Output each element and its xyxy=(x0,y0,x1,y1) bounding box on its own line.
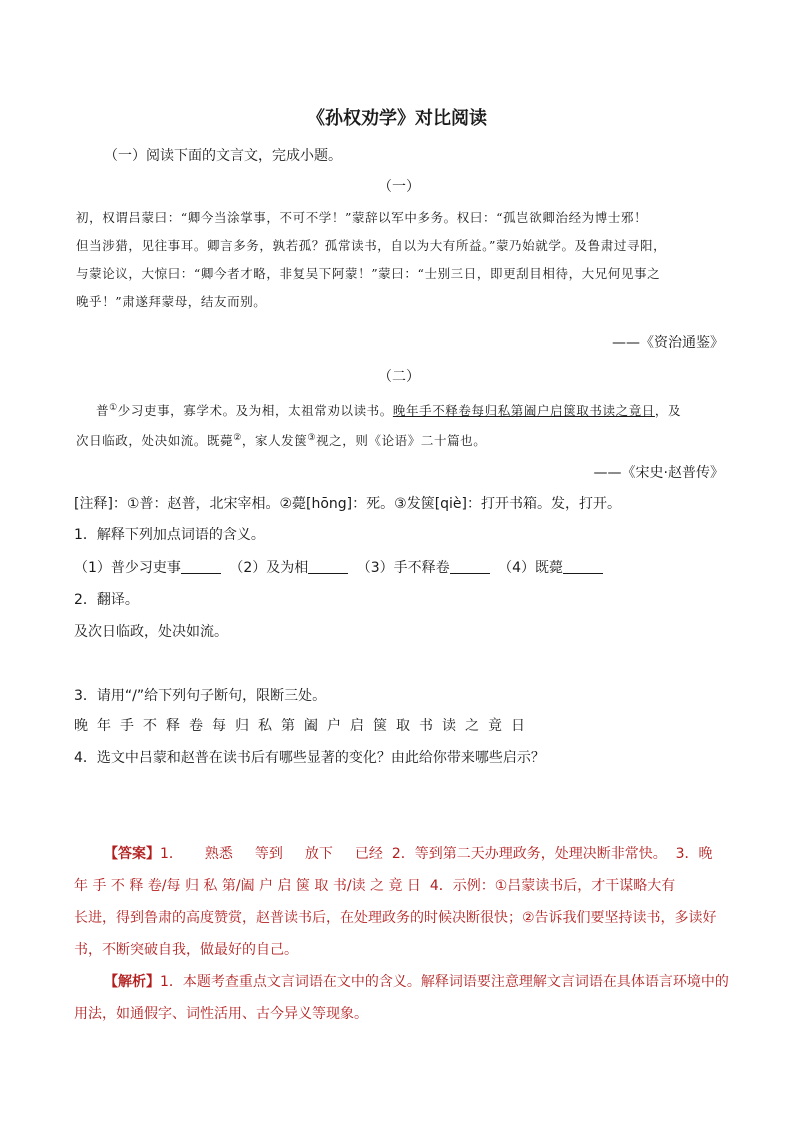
analysis-text: 1．本题考查重点文言词语在文中的含义。解释词语要注意理解文言词语在具体语言环境中的 xyxy=(160,974,729,990)
footnote-marker: ① xyxy=(109,403,118,413)
answer-term-2: 等到 xyxy=(254,846,283,862)
answer-3: 年 手 不 释 卷/每 归 私 第/阖 户 启 箧 取 书/读 之 竟 日 xyxy=(74,878,421,894)
question-2: 2．翻译。 xyxy=(74,592,139,608)
intro-instruction: （一）阅读下面的文言文，完成小题。 xyxy=(104,148,342,164)
answer-2: 2．等到第二天办理政务，处理决断非常快。 xyxy=(391,846,667,862)
footnote-marker: ② xyxy=(233,433,242,443)
part2-line-1 xyxy=(96,398,746,421)
text-segment: 少习吏事，寡学术。及为相，太祖常劝以读书。 xyxy=(117,403,393,419)
text-segment: 视之，则《论语》二十篇也。 xyxy=(316,433,487,449)
part2-source: ——《宋史·赵普传》 xyxy=(593,465,724,481)
text-segment: ，及 xyxy=(654,403,682,419)
answer-line-2 xyxy=(74,876,724,896)
question-3: 3．请用“/”给下列句子断句，限断三处。 xyxy=(74,688,327,704)
part1-source: ——《资治通鉴》 xyxy=(612,335,724,351)
q1-item-4: （4）既薨 xyxy=(498,560,564,576)
part1-line-2: 但当涉猎，见往事耳。卿言多务，孰若孤？孤常读书，自以为大有所益。”蒙乃始就学。及鲁肃过寻阳， xyxy=(76,238,667,253)
part1-line-3: 与蒙论议，大惊曰：“卿今者才略，非复吴下阿蒙！”蒙曰：“士别三日，即更刮目相待，大兄何见事之 xyxy=(76,266,661,281)
page-title: 《孙权劝学》对比阅读 xyxy=(307,108,487,129)
answer-term-3: 放下 xyxy=(304,846,333,862)
underlined-sentence: 晚年手不释卷每归私第阖户启箧取书读之竟日 xyxy=(392,403,655,419)
question-1: 1．解释下列加点词语的含义。 xyxy=(74,527,265,543)
part1-heading: （一） xyxy=(378,179,420,195)
answer-term-1: 熟悉 xyxy=(204,846,233,862)
question-4: 4．选文中吕蒙和赵普在读书后有哪些显著的变化？由此给你带来哪些启示？ xyxy=(74,750,545,766)
part2-line-2 xyxy=(76,428,726,451)
text-segment: ，家人发箧 xyxy=(241,433,308,449)
answer-blank-3[interactable] xyxy=(450,559,490,574)
answer-blank-4[interactable] xyxy=(563,559,603,574)
annotation-notes: [注释]：①普：赵普，北宋宰相。②薨[hōng]：死。③发箧[qiè]：打开书箱。发，打开。 xyxy=(74,496,622,512)
answer-line-1 xyxy=(104,844,754,864)
q1-item-1: （1）普少习吏事 xyxy=(74,560,181,576)
footnote-marker: ③ xyxy=(307,433,317,443)
text-segment: 普 xyxy=(96,403,110,419)
answer-blank-2[interactable] xyxy=(308,559,348,574)
answer-line-3: 长进，得到鲁肃的高度赞赏，赵普读书后，在处理政务的时候决断很快；②告诉我们要坚持读书，多读好 xyxy=(74,910,717,926)
answer-term-4: 已经 xyxy=(354,846,383,862)
analysis-line-1 xyxy=(104,972,754,992)
question-2-sentence: 及次日临政，处决如流。 xyxy=(74,624,228,640)
text-segment: 次日临政，处决如流。既薨 xyxy=(76,433,234,449)
answer-4: 4．示例：①吕蒙读书后，才干谋略大有 xyxy=(429,878,676,894)
q1-item-3: （3）手不释卷 xyxy=(356,560,450,576)
answer-line-4: 书，不断突破自我，做最好的自己。 xyxy=(74,942,298,958)
answer-3-head: 3．晚 xyxy=(675,846,713,862)
answer-blank-1[interactable] xyxy=(181,559,221,574)
analysis-label: 【解析】 xyxy=(104,974,160,990)
part2-heading: （二） xyxy=(378,369,420,385)
analysis-line-2: 用法，如通假字、词性活用、古今异义等现象。 xyxy=(74,1006,368,1022)
answer-num: 1． xyxy=(160,846,183,862)
part1-line-4: 晚乎！”肃遂拜蒙母，结友而别。 xyxy=(76,294,267,309)
question-3-sentence: 晚年手不释卷每归私第阖户启箧取书读之竟日 xyxy=(74,718,534,734)
q1-item-2: （2）及为相 xyxy=(229,560,309,576)
part1-line-1: 初，权谓吕蒙曰：“卿今当涂掌事，不可不学！”蒙辞以军中多务。权曰：“孤岂欲卿治经为博士邪！ xyxy=(76,210,648,225)
question-1-items xyxy=(74,558,724,578)
answer-label: 【答案】 xyxy=(104,846,160,862)
